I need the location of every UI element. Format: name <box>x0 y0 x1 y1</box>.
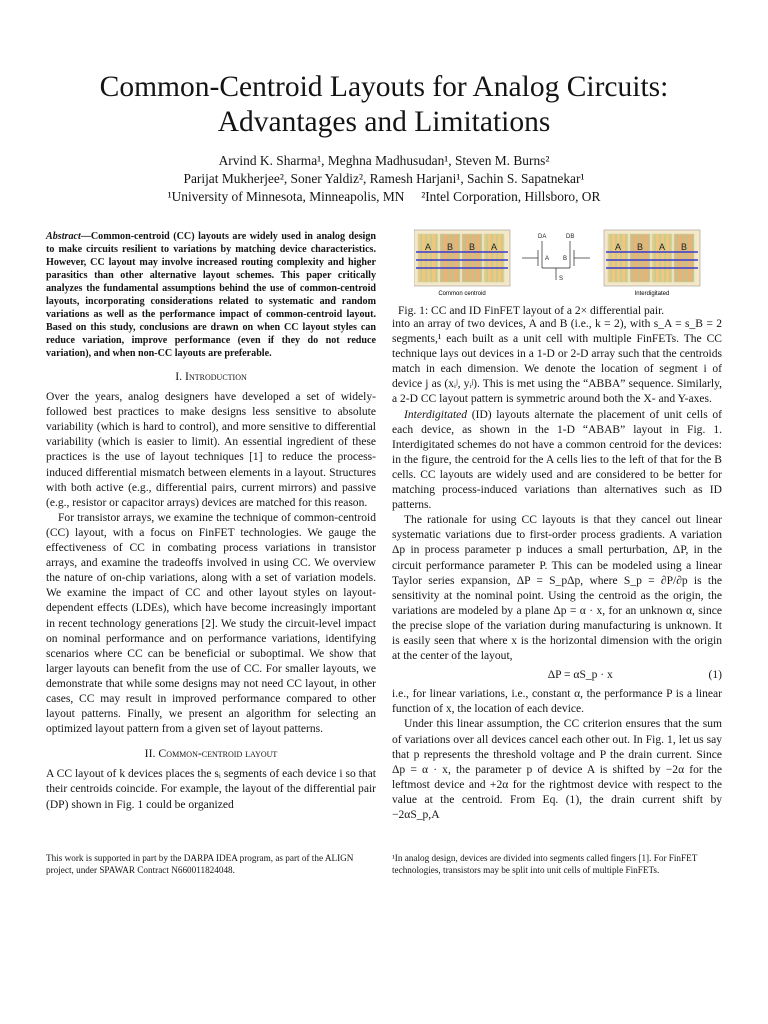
label-db: DB <box>566 234 575 240</box>
id-cell-label-3: B <box>680 242 688 252</box>
author-block <box>40 152 728 206</box>
intro-paragraph-2: For transistor arrays, we examine the technique of common-centroid (CC) layout, with a focus on FinFET technologies. We gauge the effectiveness of CC in combating process variations in transistor arrays, and examine the tradeoffs involved in using CC. We overview the nature of on-chip variations, along with a set of variation models. We examine the impact of CC and other layout styles on layout-dependent effects (LDEs), which have become increasingly important in recent technology generations [2]. We study the circuit-level impact on nominal performance and on performance variations, identifying scenarios where CC can be beneficial or suboptimal. We show that larger layouts can benefit from the use of CC. For smaller layouts, we demonstrate that while some designs may not need CC layout, in other cases, CC may result in improved performance compared to other layout patterns. Finally, we present an algorithm for selecting an optimized layout pattern from a given set of layout patterns. <box>46 511 376 736</box>
author-line-2: Parijat Mukherjee², Soner Yaldiz², Ramesh Harjani¹, Sachin S. Sapatnekar¹ <box>183 171 585 186</box>
right-paragraph-2: The rationale for using CC layouts is that they cancel out linear systematic variations due to first-order process gradients. A variation Δp in process parameter p induces a small perturbation, ΔP, in the circuit performance parameter P. This can be modeled using a linear Taylor series expansion, ΔP = S_pΔp, where S_p = ∂P/∂p is the sensitivity at the nominal point. Using the centroid as the origin, the variations are modeled by a plane Δp = α · x, for an unknown α, since the precise slope of the variation during manufacturing is unknown. It is easily seen that where x is the horizontal dimension with the origin at the center of the layout, <box>392 514 722 663</box>
section-heading-intro: I. Introduction <box>175 369 247 383</box>
right-paragraph-1-text: (ID) layouts alternate the placement of unit cells of each device, as shown in the 1-D “ABAB” layout in Fig. 1. Interdigitated schemes do not have a common centroid for the devices: in the figure, the centroid for the A cells lies to the left of that for the B cells. CC layouts are widely used and are considered to be better for matching process-induced variations than alternatives such as ID patterns. <box>392 408 722 512</box>
left-column <box>46 230 376 813</box>
figure-caption: Fig. 1: CC and ID FinFET layout of a 2× differential pair. <box>398 305 665 317</box>
right-paragraph-0: into an array of two devices, A and B (i.e., k = 2), with s_A = s_B = 2 segments,¹ each built as a unit cell with multiple FinFETs. The CC technique lays out devices in a 1-D or 2-D array such that the centroids match in each dimension. We denote the location of segment i of device j as (xᵢʲ, yᵢʲ). This is met using the “ABBA” sequence. Similarly, a 2-D CC layout pattern is symmetric around both the X- and Y-axes. <box>392 318 722 406</box>
abstract-lead: Abstract <box>46 231 81 242</box>
id-layout-panel <box>604 230 700 297</box>
cc-cell-label-0: A <box>424 242 432 252</box>
equation-1-number: (1) <box>708 669 722 682</box>
id-label: Interdigitated <box>634 291 670 297</box>
cc-label: Common centroid <box>438 291 486 297</box>
cc-paragraph-1: A CC layout of k devices places the sᵢ segments of each device i so that their centroids coincide. For example, the layout of the differential pair (DP) shown in Fig. 1 could be organized <box>46 768 376 811</box>
cc-cell-label-2: B <box>468 242 476 252</box>
label-da: DA <box>538 234 547 240</box>
right-paragraph-3: i.e., for linear variations, i.e., constant α, the performance P is a linear function of x, the location of each device. <box>392 688 722 716</box>
equation-1-body: ΔP = αS_p · x <box>547 669 613 682</box>
abstract-text: —Common-centroid (CC) layouts are widely used in analog design to make circuits resilient to variations by matching device characteristics. However, CC layout may involve increased routing complexity and higher parasitics than other alternative layout schemes. This paper critically analyzes the fundamental assumptions behind the use of common-centroid layouts, incorporating considerations related to systematic and random variations as well as the performance impact of common-centroid layout. Based on this study, conclusions are drawn on when CC layout styles can reduce variation, improve performance (even if they do not reduce variation), and when non-CC layouts are preferable. <box>46 231 376 359</box>
abstract <box>46 230 376 360</box>
cc-cell-label-3: A <box>490 242 498 252</box>
paper-title: Common-Centroid Layouts for Analog Circuits: Advantages and Limitations <box>99 71 669 138</box>
id-cell-label-1: B <box>636 242 644 252</box>
label-s: S <box>559 276 564 282</box>
label-b: B <box>563 256 568 262</box>
equation-1 <box>392 668 722 683</box>
cc-cell-label-1: B <box>446 242 454 252</box>
author-line-1: Arvind K. Sharma¹, Meghna Madhusudan¹, Steven M. Burns² <box>218 153 550 168</box>
section-heading-cc: II. Common-centroid layout <box>144 746 278 761</box>
label-a: A <box>545 256 550 262</box>
right-paragraph-1 <box>392 408 722 514</box>
right-paragraph-4: Under this linear assumption, the CC criterion ensures that the sum of variations over all devices cancel each other out. In Fig. 1, let us say that p represents the threshold voltage and P the drain current. Since Δp = α · x, the parameter p of device A is shifted by −2α for the leftmost device and +2α for the rightmost device with respect to the value at the centroid. From Eq. (1), the drain current shift by −2αS_p,A <box>392 718 722 821</box>
schematic <box>522 234 590 282</box>
id-cell-label-0: A <box>614 242 622 252</box>
cc-layout-panel <box>414 230 510 297</box>
intro-paragraph-1: Over the years, analog designers have developed a set of widely-followed best practices to make designs less sensitive to absolute variability (which is hard to control), and more sensitive to differential variability (which is easier to limit). An essential ingredient of these practices is the use of layout techniques [1] to reduce the process-induced differential mismatch between elements in a layout. Structures with both active (e.g., differential pairs, current mirrors) and passive (e.g., resistor or capacitor arrays) devices are matched for this reason. <box>46 391 376 509</box>
affiliation-line: ¹University of Minnesota, Minneapolis, MN ²Intel Corporation, Hillsboro, OR <box>167 189 601 204</box>
funding-footnote: This work is supported in part by the DARPA IDEA program, as part of the ALIGN project, under SPAWAR Contract N660011824048. <box>46 853 354 875</box>
right-column <box>392 309 722 823</box>
figure-1 <box>414 228 714 300</box>
id-cell-label-2: A <box>658 242 666 252</box>
interdigitated-term: Interdigitated <box>404 408 468 421</box>
fingers-footnote: ¹In analog design, devices are divided into segments called fingers [1]. For FinFET technologies, transistors may be split into unit cells of multiple FinFETs. <box>392 853 698 875</box>
